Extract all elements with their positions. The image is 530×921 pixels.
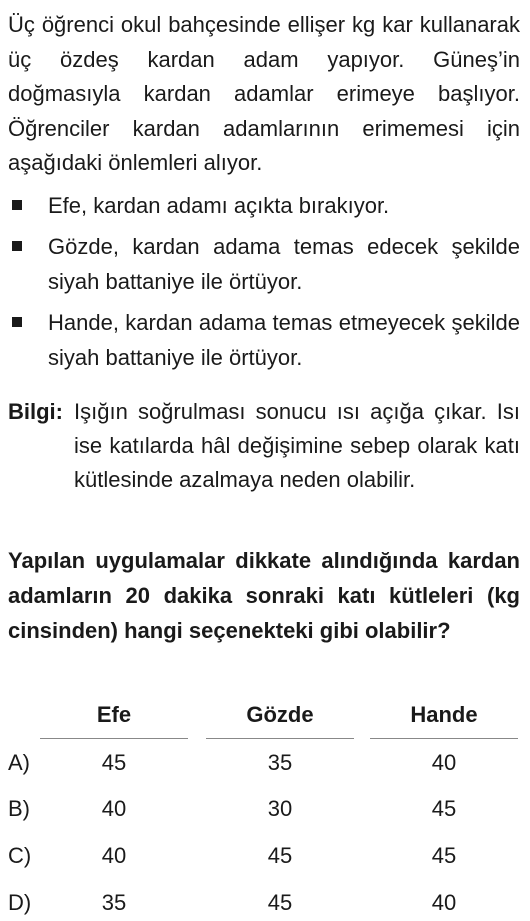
table-cell: 40 (101, 796, 127, 821)
option-label: C) (8, 843, 32, 868)
option-label: D) (8, 890, 32, 915)
table-cell: 45 (431, 796, 457, 821)
list-item (8, 229, 520, 299)
header-divider (206, 738, 354, 739)
info-text: Işığın soğrulması sonucu ısı açığa çıkar. Isı ise katılarda hâl değişimine sebep olarak katı kütlesinde azalmaya neden olabilir. (74, 399, 520, 492)
table-cell: 40 (431, 750, 457, 775)
column-header-efe: Efe (96, 702, 132, 727)
option-row-d[interactable] (0, 888, 530, 918)
list-item-text: Efe, kardan adamı açıkta bırakıyor. (48, 193, 390, 218)
header-divider (40, 738, 188, 739)
option-row-a[interactable] (0, 748, 530, 778)
intro-paragraph: Üç öğrenci okul bahçesinde ellişer kg kar kullanarak üç özdeş kardan adam yapıyor. Güneş’in doğmasıyla kardan adamlar erimeye başlıyor. Öğrenciler kardan adamlarının erimemesi için aşağıdaki önlemleri alıyor. (8, 12, 520, 175)
option-label: A) (8, 750, 30, 775)
measures-list (8, 188, 520, 381)
column-header-gozde: Gözde (246, 702, 314, 727)
square-bullet-icon (12, 317, 22, 327)
list-item-text: Hande, kardan adama temas etmeyecek şekilde siyah battaniye ile örtüyor. (48, 310, 520, 370)
header-divider (370, 738, 518, 739)
table-cell: 30 (267, 796, 293, 821)
info-label: Bilgi: (8, 399, 63, 424)
option-row-c[interactable] (0, 841, 530, 871)
square-bullet-icon (12, 200, 22, 210)
table-cell: 45 (267, 843, 293, 868)
table-cell: 45 (267, 890, 293, 915)
table-cell: 40 (431, 890, 457, 915)
table-cell: 35 (267, 750, 293, 775)
list-item-text: Gözde, kardan adama temas edecek şekilde siyah battaniye ile örtüyor. (48, 234, 520, 294)
square-bullet-icon (12, 241, 22, 251)
list-item (8, 188, 520, 223)
info-box (8, 395, 520, 497)
list-item (8, 305, 520, 375)
option-label: B) (8, 796, 30, 821)
option-row-b[interactable] (0, 794, 530, 824)
column-header-hande: Hande (410, 702, 478, 727)
table-cell: 45 (101, 750, 127, 775)
question-text: Yapılan uygulamalar dikkate alındığında kardan adamların 20 dakika sonraki katı kütleleri (kg cinsinden) hangi seçenekteki gibi olabilir? (8, 548, 520, 643)
table-cell: 40 (101, 843, 127, 868)
table-cell: 45 (431, 843, 457, 868)
table-cell: 35 (101, 890, 127, 915)
